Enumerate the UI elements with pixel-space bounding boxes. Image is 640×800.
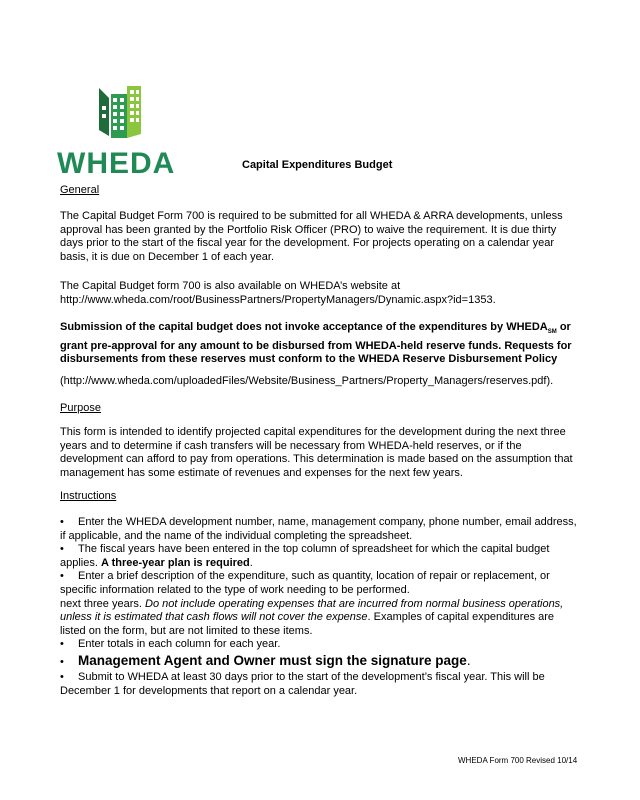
instruction-4: Enter totals in each column for each year. [78,638,281,651]
instruction-5: Management Agent and Owner must sign the signature page [78,652,467,668]
list-item: • Submit to WHEDA at least 30 days prior to the start of the development’s fiscal year. This will be December 1 for developments that report on a calendar year. [60,670,545,697]
instruction-5-end: . [466,652,471,668]
instruction-3: Enter a brief description of the expenditure, such as quantity, location of repair or replacement, or specific information related to the type of work needing to be performed. [60,570,550,596]
disbursement-notice [60,321,582,367]
purpose-heading: Purpose [60,402,101,414]
instructions-list [60,516,582,698]
disbursement-notice-part2: or grant pre-approval for any amount to be disbursed from WHEDA-held reserve funds. Requests for disbursements from these reserves must conform to the WHEDA Reserve Disbursement Policy [60,321,572,366]
instruction-2-end: . [249,556,253,569]
wheda-logo-mark [97,84,143,142]
instruction-3-end: . Examples of capital expenditures are listed on the form, but are not limited to these items. [60,611,555,637]
service-mark: SM [547,329,557,336]
website-url: http://www.wheda.com/root/BusinessPartners/PropertyManagers/Dynamic.aspx?id=1353. [60,294,496,306]
general-heading: General [60,184,100,196]
list-item: • Enter a brief description of the expenditure, such as quantity, location of repair or replacement, or specific information related to the type of work needing to be performed. [60,570,550,596]
instruction-6: Submit to WHEDA at least 30 days prior to the start of the development’s fiscal year. This will be December 1 for developments that report on a calendar year. [60,670,545,697]
instruction-1: Enter the WHEDA development number, name, management company, phone number, email address, if applicable, and the name of the individual completing the spreadsheet. [60,516,577,542]
list-item: • Enter the WHEDA development number, name, management company, phone number, email address, if applicable, and the name of the individual completing the spreadsheet. [60,516,577,542]
policy-url: (http://www.wheda.com/uploadedFiles/Website/Business_Partners/Property_Managers/reserves.pdf). [60,375,554,387]
disbursement-notice-part1: Submission of the capital budget does not invoke acceptance of the expenditures by WHEDA [60,321,548,333]
form-revision-footer: WHEDA Form 700 Revised 10/14 [458,756,578,765]
instruction-3-cont-start: next three years. [60,597,142,610]
website-line: The Capital Budget form 700 is also available on WHEDA’s website at [60,280,401,292]
instruction-3-continued [60,598,582,639]
list-item: • Enter totals in each column for each year. [60,638,281,651]
instructions-heading: Instructions [60,490,117,502]
purpose-paragraph: This form is intended to identify projected capital expenditures for the development during the next three years and to determine if cash transfers will be necessary from WHEDA-held reserves, or if the development can afford to pay from operations. This determination is made based on the assumption that management has some estimate of revenues and expenses for the next few years. [60,426,573,479]
instruction-2-bold: A three-year plan is required [100,556,250,569]
list-item: • The fiscal years have been entered in the top column of spreadsheet for which the capital budget applies. A three-year plan is required. [60,543,550,569]
instruction-3-italic: Do not include operating expenses that are incurred from normal business operations, unless it is estimated that cash flows will not cover the expense [60,597,564,624]
general-paragraph-1: The Capital Budget Form 700 is required to be submitted for all WHEDA & ARRA developments, unless approval has been granted by the Portfolio Risk Officer (PRO) to waive the requirement. It is due thirty days prior to the start of the fiscal year for the development. For projects operating on a calendar year basis, it is due on December 1 of each year. [60,210,563,263]
wheda-logo-text: WHEDA [57,147,176,180]
page-title: Capital Expenditures Budget [242,159,393,171]
list-item: • Management Agent and Owner must sign the signature page. [60,652,471,668]
instruction-2: The fiscal years have been entered in the top column of spreadsheet for which the capital budget applies. [60,543,550,569]
